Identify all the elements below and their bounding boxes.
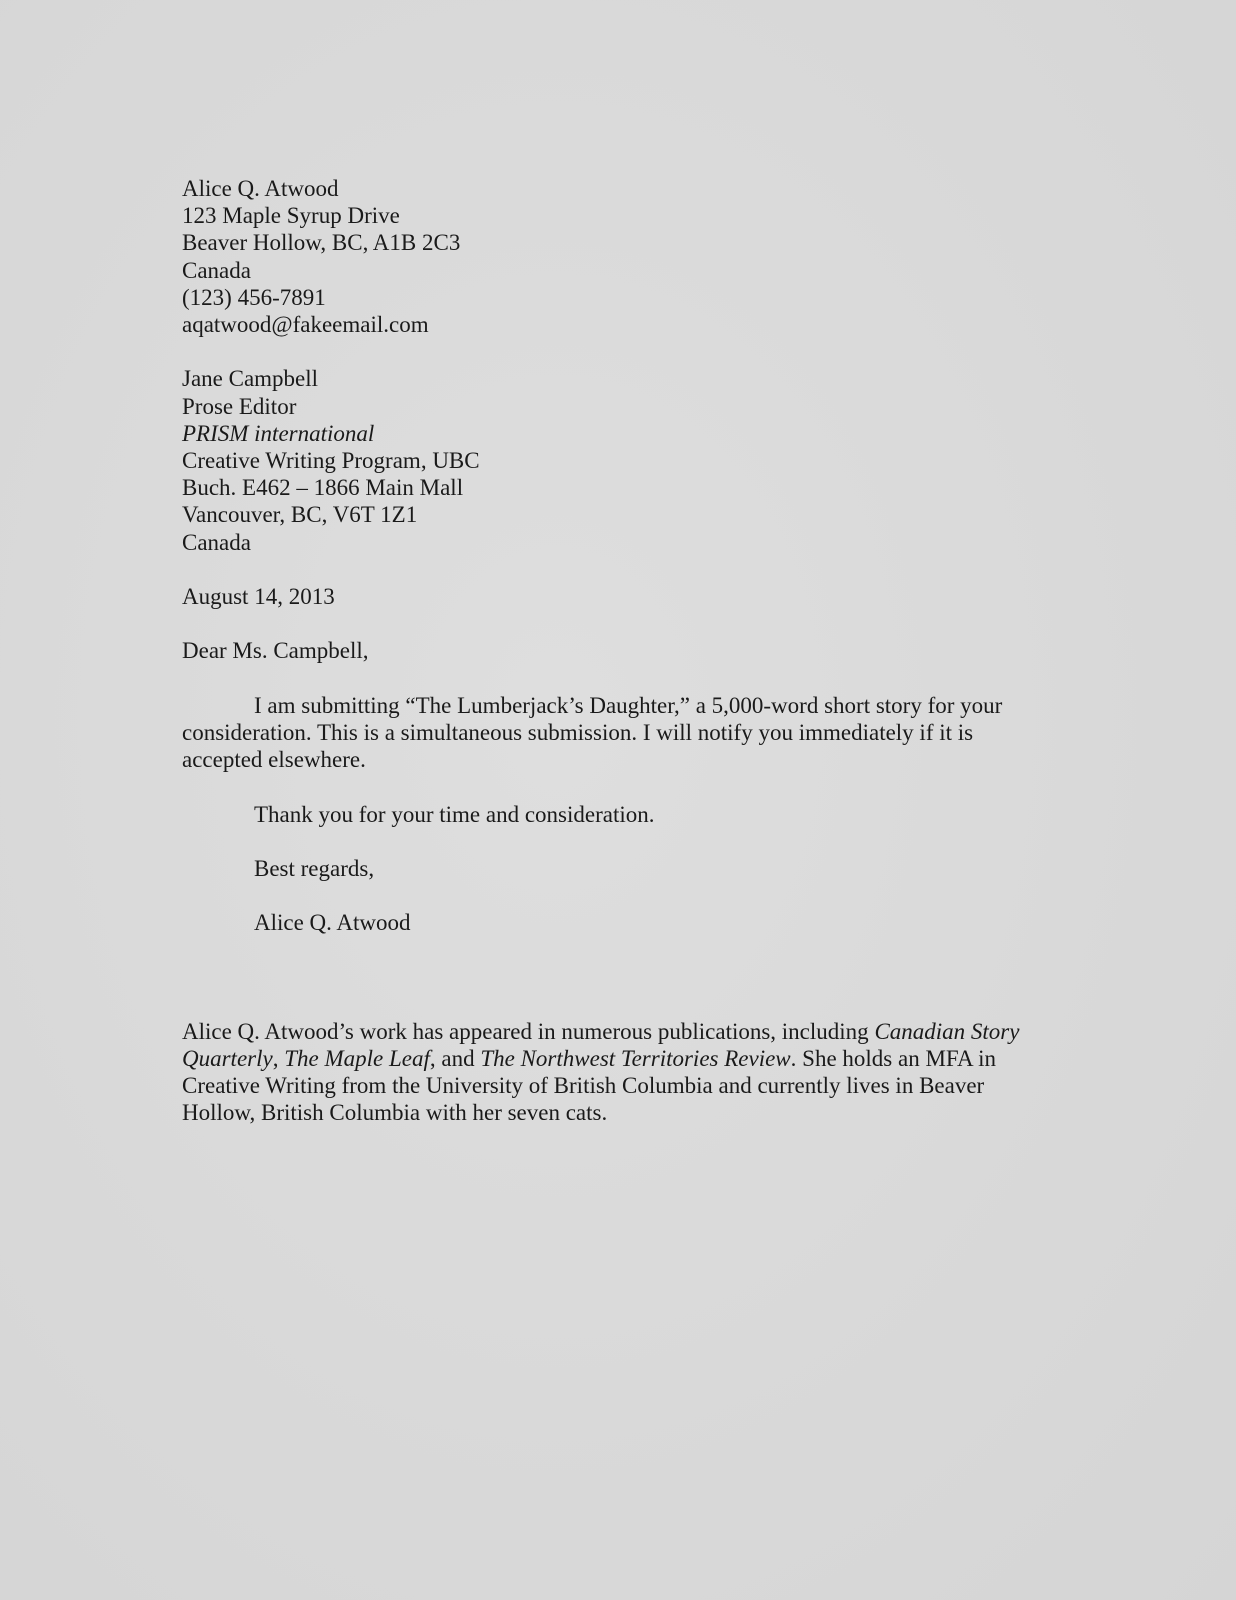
recipient-country: Canada (182, 529, 251, 555)
sender-city: Beaver Hollow, BC, A1B 2C3 (182, 230, 461, 256)
publication-name: PRISM international (182, 420, 375, 446)
bio-publication-1: Canadian Story Quarterly (182, 1018, 1020, 1071)
sender-email: aqatwood@fakeemail.com (182, 312, 429, 338)
recipient-city: Vancouver, BC, V6T 1Z1 (182, 502, 418, 528)
recipient-building: Buch. E462 – 1866 Main Mall (182, 475, 464, 501)
closing: Best regards, (254, 855, 375, 881)
letter-content (182, 175, 1032, 1154)
body-paragraph-2: Thank you for your time and consideration. (254, 801, 655, 827)
author-bio (182, 1018, 1032, 1127)
sender-phone: (123) 456-7891 (182, 284, 326, 310)
body-paragraph-1: I am submitting “The Lumberjack’s Daughter,” a 5,000-word short story for your consideration. This is a simultaneous submission. I will notify you immediately if it is accepted elsewhere. (182, 692, 1003, 773)
recipient-department: Creative Writing Program, UBC (182, 448, 480, 474)
recipient-title: Prose Editor (182, 393, 297, 419)
recipient-address (182, 365, 1032, 555)
bio-publication-2: The Maple Leaf (284, 1045, 430, 1071)
recipient-publication (182, 420, 1032, 447)
bio-publication-3: The Northwest Territories Review (480, 1045, 791, 1071)
letter-date: August 14, 2013 (182, 584, 335, 610)
sender-street: 123 Maple Syrup Drive (182, 203, 400, 229)
recipient-name: Jane Campbell (182, 366, 319, 392)
bio-text-1: Alice Q. Atwood’s work has appeared in numerous publications, including (182, 1018, 875, 1044)
bio-text-2: . She holds an MFA in Creative Writing from the University of British Columbia and currently lives in Beaver Hollow, British Columbia with her seven cats. (182, 1045, 996, 1126)
sender-name: Alice Q. Atwood (182, 176, 339, 201)
sender-country: Canada (182, 257, 251, 283)
bio-separator-2: , and (429, 1045, 481, 1071)
sender-address (182, 175, 1032, 338)
salutation: Dear Ms. Campbell, (182, 638, 369, 664)
bio-separator-1: , (272, 1045, 285, 1071)
signature: Alice Q. Atwood (254, 910, 411, 936)
